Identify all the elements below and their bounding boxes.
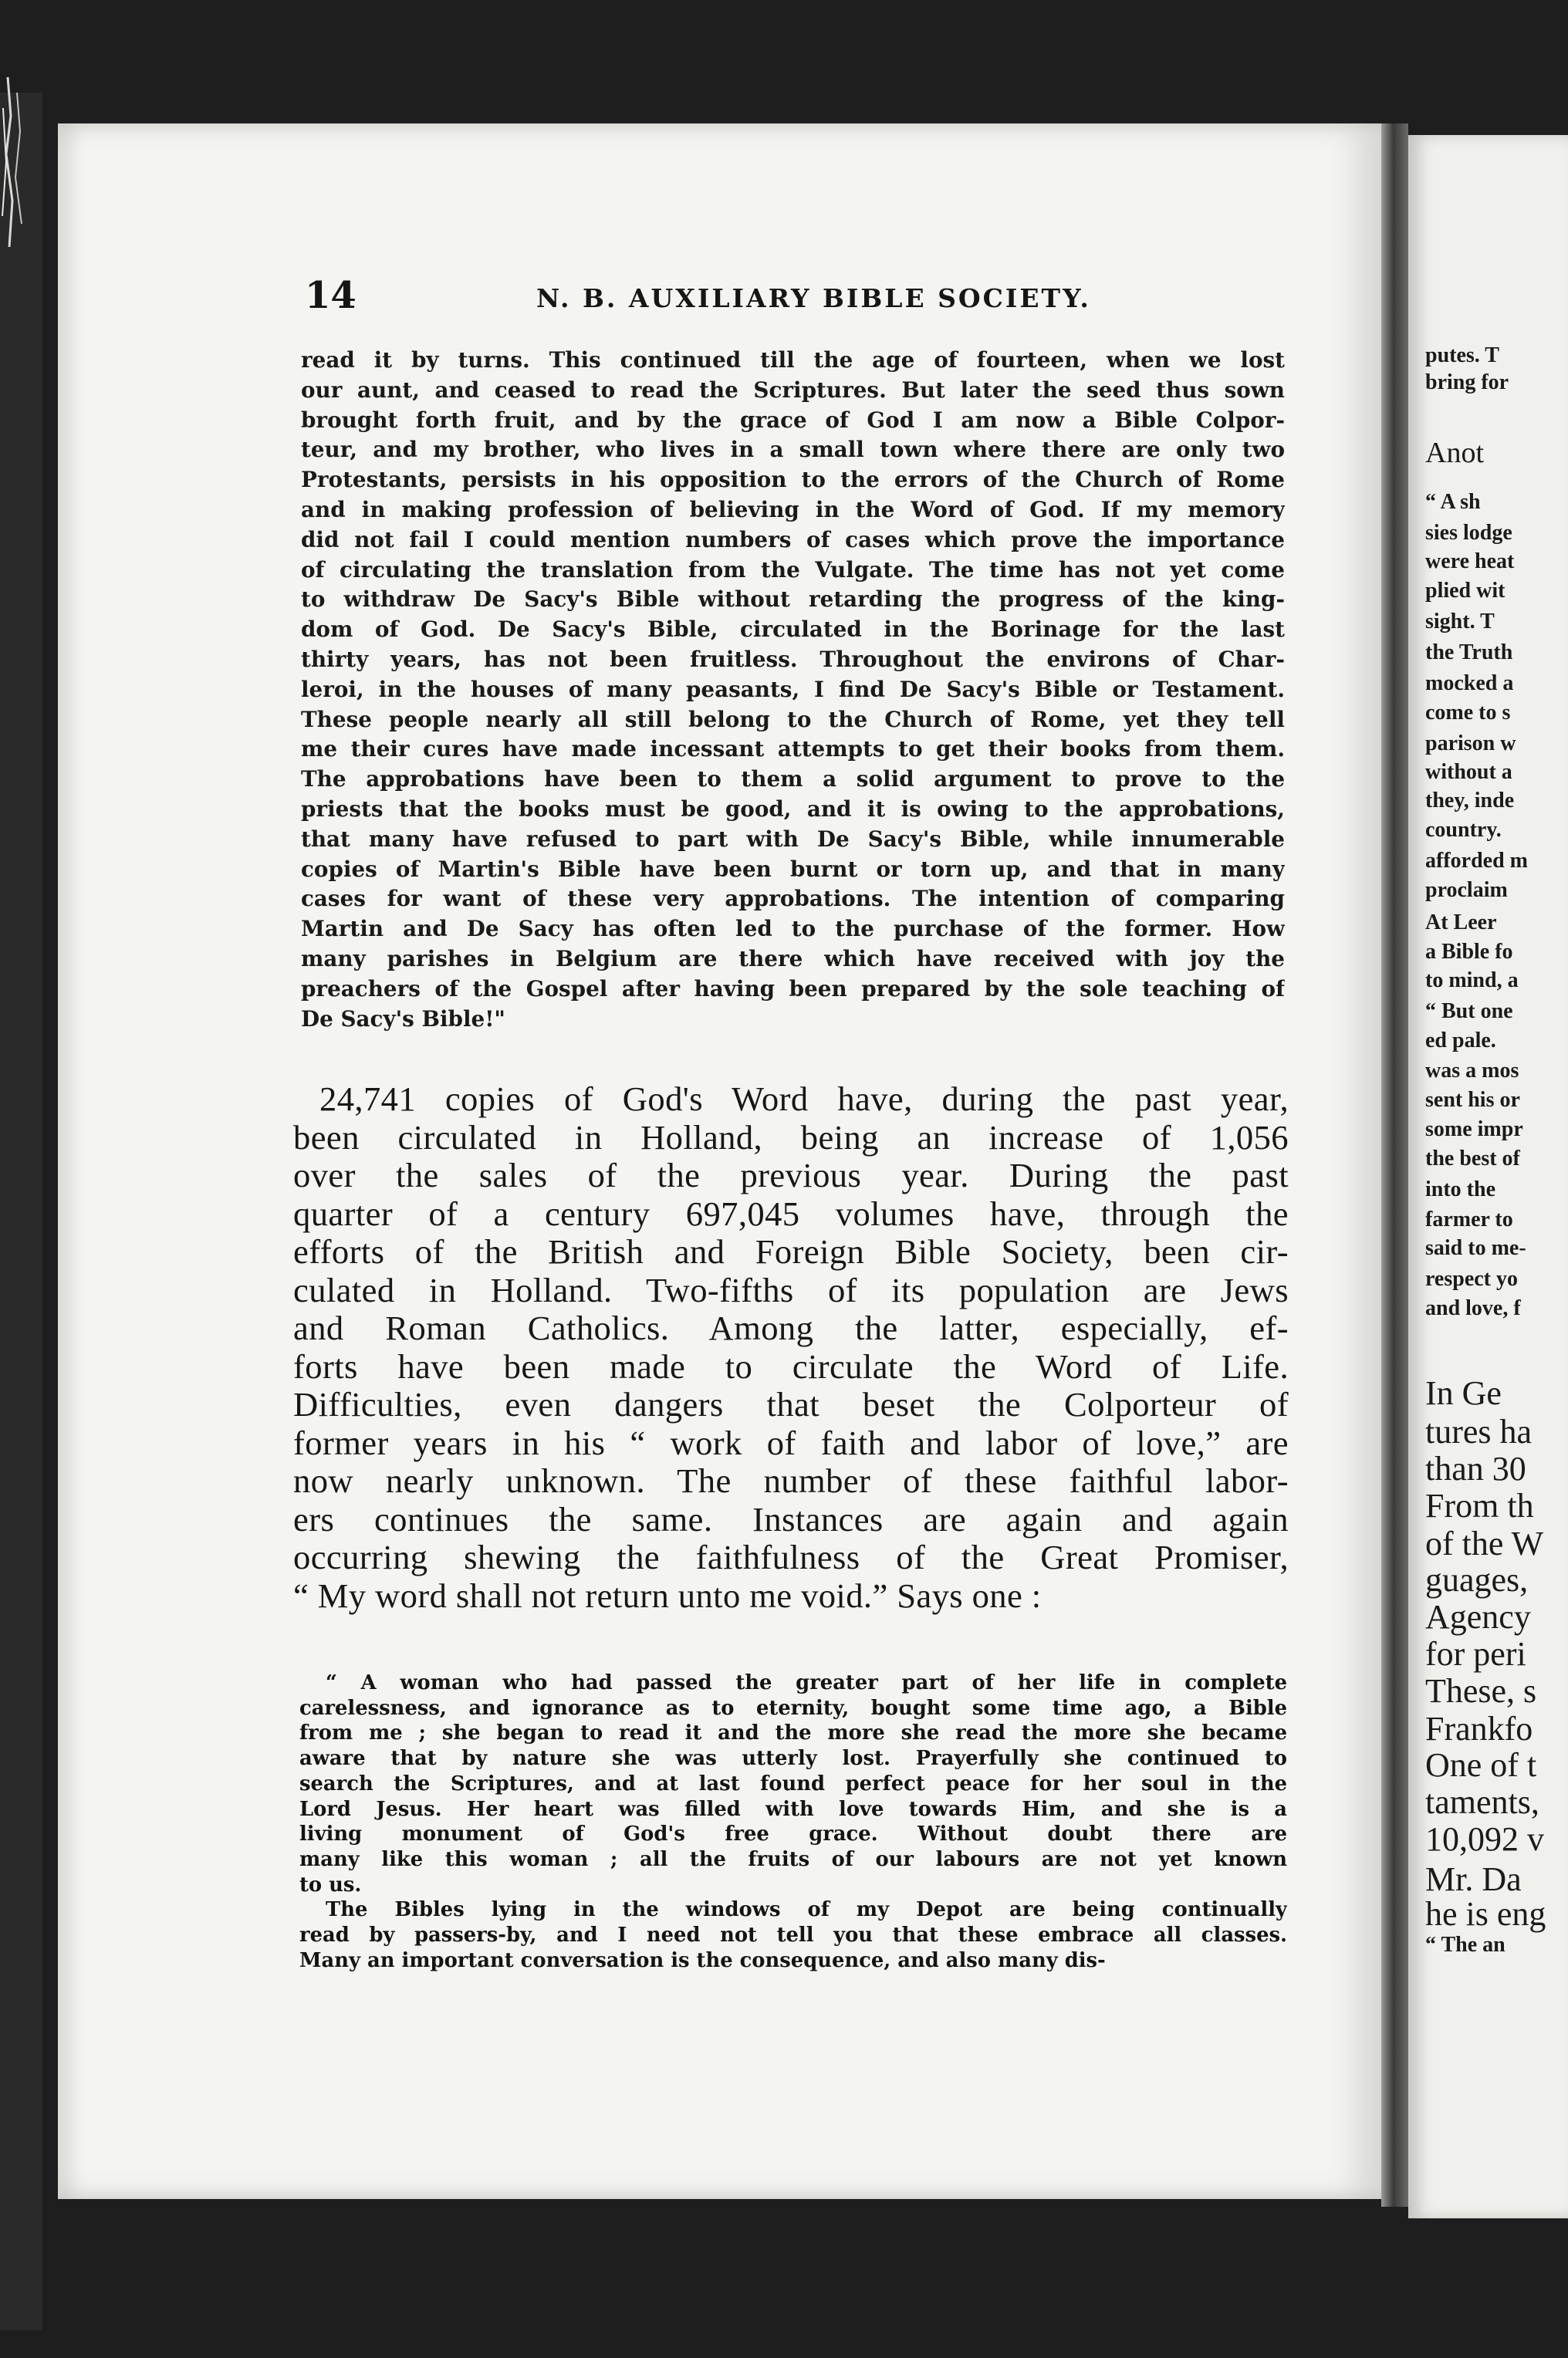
text-line: teur, and my brother, who lives in a small town where there are only two: [301, 437, 1285, 463]
text-line: culated in Holland. Two-fifths of its population are Jews: [293, 1271, 1289, 1309]
text-line: Martin and De Sacy has often led to the purchase of the former. How: [301, 916, 1285, 942]
letter-excerpt-paragraph: [301, 346, 1285, 1034]
facing-page-line: a Bible fo: [1425, 940, 1513, 964]
page-header: [305, 274, 1370, 328]
text-line: me their cures have made incessant attempts to get their books from them.: [301, 736, 1285, 762]
text-line: former years in his “ work of faith and labor of love,” are: [293, 1424, 1289, 1462]
facing-page-line: Mr. Da: [1425, 1860, 1522, 1898]
facing-page-line: “ But one: [1425, 999, 1513, 1023]
facing-page-line: than 30: [1425, 1450, 1526, 1488]
facing-page-line: parison w: [1425, 731, 1516, 755]
facing-page-line: At Leer: [1425, 910, 1497, 934]
facing-page-line: Anot: [1425, 437, 1484, 469]
text-line: The approbations have been to them a solid argument to prove to the: [301, 766, 1285, 792]
quote-line: The Bibles lying in the windows of my Depot are being continually: [326, 1898, 1287, 1922]
quote-line: from me ; she began to read it and the more she read the more she became: [299, 1721, 1287, 1745]
facing-page-line: afforded m: [1425, 849, 1528, 873]
text-line: that many have refused to part with De Sacy's Bible, while innumerable: [301, 826, 1285, 852]
text-line: to withdraw De Sacy's Bible without retarding the progress of the king-: [301, 586, 1285, 613]
facing-page-line: to mind, a: [1425, 968, 1519, 992]
text-line: preachers of the Gospel after having been prepared by the sole teaching of: [301, 975, 1285, 1002]
text-line: been circulated in Holland, being an increase of 1,056: [293, 1118, 1289, 1157]
quote-line: to us.: [299, 1873, 362, 1897]
facing-page-line: respect yo: [1425, 1267, 1518, 1291]
text-line: occurring shewing the faithfulness of the Great Promiser,: [293, 1539, 1289, 1576]
text-line: now nearly unknown. The number of these faithful labor-: [293, 1462, 1289, 1500]
facing-page-line: were heat: [1425, 549, 1515, 573]
text-line: our aunt, and ceased to read the Scriptures. But later the seed thus sown: [301, 377, 1285, 403]
book-gutter: [1381, 123, 1408, 2207]
quote-paragraph-2: [299, 1897, 1287, 1973]
facing-page: [1408, 135, 1568, 2218]
facing-page-line: “ The an: [1425, 1933, 1505, 1957]
quote-paragraph-1: [299, 1671, 1287, 1897]
text-line: Protestants, persists in his opposition to the errors of the Church of Rome: [301, 467, 1285, 493]
facing-page-line: “ A sh: [1425, 490, 1481, 514]
text-line: forts have been made to circulate the Word of Life.: [293, 1347, 1289, 1386]
text-line: 24,741 copies of God's Word have, during the past year,: [319, 1080, 1289, 1118]
facing-page-line: the Truth: [1425, 640, 1513, 664]
facing-page-line: for peri: [1425, 1635, 1526, 1673]
facing-page-line: he is eng: [1425, 1895, 1546, 1933]
text-line: over the sales of the previous year. During the past: [293, 1157, 1289, 1194]
facing-page-line: sight. T: [1425, 610, 1495, 633]
quote-line: carelessness, and ignorance as to eternity, bought some time ago, a Bible: [299, 1696, 1287, 1720]
facing-page-line: come to s: [1425, 701, 1511, 725]
facing-page-line: the best of: [1425, 1147, 1520, 1171]
quote-line: Lord Jesus. Her heart was filled with love towards Him, and she is a: [299, 1797, 1287, 1821]
facing-page-line: plied wit: [1425, 579, 1505, 603]
text-line: read it by turns. This continued till the age of fourteen, when we lost: [301, 347, 1285, 373]
text-line: quarter of a century 697,045 volumes have, through the: [293, 1194, 1289, 1233]
quote-line: search the Scriptures, and at last found perfect peace for her soul in the: [299, 1772, 1287, 1796]
text-line: efforts of the British and Foreign Bible Society, been cir-: [293, 1233, 1289, 1271]
facing-page-line: they, inde: [1425, 789, 1515, 812]
text-line: and in making profession of believing in the Word of God. If my memory: [301, 496, 1285, 522]
text-line: did not fail I could mention numbers of cases which prove the importance: [301, 526, 1285, 552]
facing-page-line: and love, f: [1425, 1296, 1521, 1320]
text-line: copies of Martin's Bible have been burnt or torn up, and that in many: [301, 856, 1285, 882]
facing-page-line: ed pale.: [1425, 1029, 1496, 1052]
facing-page-line: Frankfo: [1425, 1710, 1533, 1748]
facing-page-line: was a mos: [1425, 1059, 1519, 1083]
text-line: De Sacy's Bible!": [301, 1005, 505, 1032]
text-line: “ My word shall not return unto me void.” Says one :: [293, 1576, 1042, 1615]
text-line: and Roman Catholics. Among the latter, especially, ef-: [293, 1309, 1289, 1347]
text-line: many parishes in Belgium are there which have received with joy the: [301, 945, 1285, 971]
facing-page-line: without a: [1425, 760, 1512, 784]
text-line: priests that the books must be good, and it is owing to the approbations,: [301, 796, 1285, 822]
text-line: ers continues the same. Instances are again and again: [293, 1500, 1289, 1539]
quote-line: read by passers-by, and I need not tell you that these embrace all classes.: [299, 1924, 1287, 1948]
facing-page-line: said to me-: [1425, 1236, 1526, 1260]
torn-edge-fibers: [0, 69, 46, 255]
facing-page-line: 10,092 v: [1425, 1820, 1544, 1858]
facing-page-line: In Ge: [1425, 1374, 1502, 1412]
quote-line: aware that by nature she was utterly lost. Prayerfully she continued to: [299, 1747, 1287, 1771]
facing-page-line: country.: [1425, 818, 1502, 842]
facing-page-line: One of t: [1425, 1746, 1537, 1784]
facing-page-line: mocked a: [1425, 671, 1514, 695]
text-line: thirty years, has not been fruitless. Throughout the environs of Char-: [301, 646, 1285, 672]
facing-page-line: tures ha: [1425, 1413, 1533, 1451]
facing-page-line: sies lodge: [1425, 521, 1512, 545]
facing-page-line: From th: [1425, 1487, 1534, 1525]
text-line: These people nearly all still belong to the Church of Rome, yet they tell: [301, 706, 1285, 732]
quote-line: “ A woman who had passed the greater part of her life in complete: [326, 1671, 1287, 1694]
facing-page-line: putes. T: [1425, 343, 1499, 367]
facing-page-line: These, s: [1425, 1672, 1537, 1710]
facing-page-line: sent his or: [1425, 1088, 1520, 1112]
text-line: brought forth fruit, and by the grace of God I am now a Bible Colpor-: [301, 407, 1285, 433]
page-number: 14: [305, 274, 357, 317]
quote-line: many like this woman ; all the fruits of our labours are not yet known: [299, 1847, 1287, 1871]
quote-line: living monument of God's free grace. Without doubt there are: [299, 1823, 1287, 1846]
running-title: N. B. AUXILIARY BIBLE SOCIETY.: [536, 283, 1091, 313]
facing-page-line: farmer to: [1425, 1208, 1513, 1231]
facing-page-line: bring for: [1425, 370, 1509, 394]
facing-page-line: into the: [1425, 1177, 1495, 1201]
facing-page-line: some impr: [1425, 1117, 1523, 1141]
colporteur-quote: [299, 1671, 1287, 1973]
facing-page-line: of the W: [1425, 1525, 1544, 1562]
text-line: Difficulties, even dangers that beset the Colporteur of: [293, 1386, 1289, 1424]
text-line: cases for want of these very approbations. The intention of comparing: [301, 886, 1285, 912]
text-line: dom of God. De Sacy's Bible, circulated in the Borinage for the last: [301, 617, 1285, 643]
facing-page-line: Agency: [1425, 1598, 1531, 1636]
facing-page-line: guages,: [1425, 1561, 1529, 1599]
text-line: leroi, in the houses of many peasants, I find De Sacy's Bible or Testament.: [301, 676, 1285, 702]
facing-page-line: taments,: [1425, 1783, 1539, 1821]
facing-page-line: proclaim: [1425, 878, 1508, 902]
quote-line: Many an important conversation is the consequence, and also many dis-: [299, 1948, 1106, 1972]
holland-paragraph: [293, 1080, 1289, 1615]
text-line: of circulating the translation from the Vulgate. The time has not yet come: [301, 556, 1285, 583]
